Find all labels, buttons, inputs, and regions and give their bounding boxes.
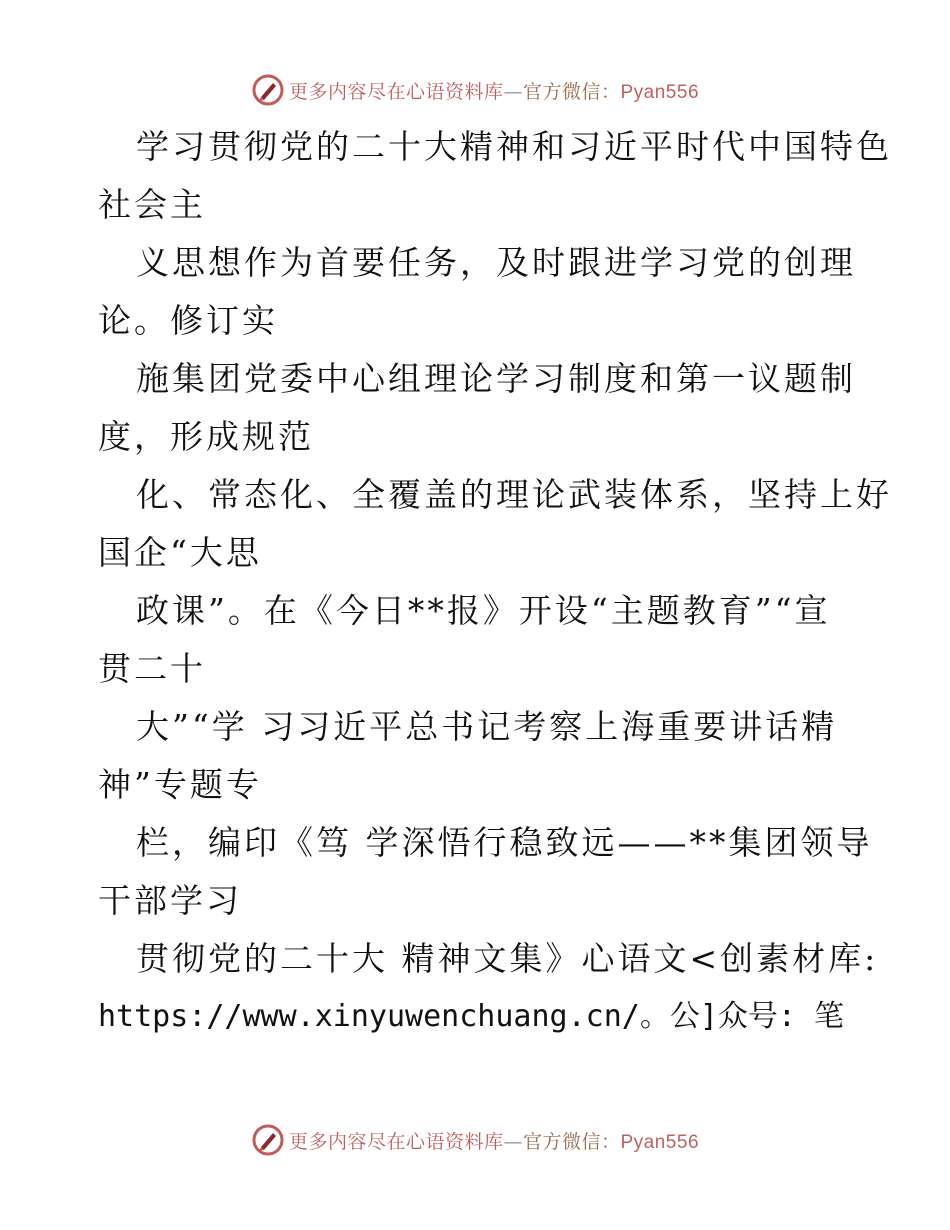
document-body: [98, 118, 892, 1046]
banner-official-label: 官方微信：: [522, 1130, 621, 1153]
pen-circle-logo-icon: [251, 1123, 285, 1157]
banner-official-label: 官方微信：: [522, 80, 621, 103]
banner-dash: —: [503, 1130, 523, 1153]
header-banner: [0, 70, 950, 110]
body-line: 学习贯彻党的二十大精神和习近平时代中国特色: [136, 127, 892, 166]
footer-banner: [0, 1120, 950, 1160]
body-line: 义思想作为首要任务，及时跟进学习党的创理: [136, 243, 856, 282]
banner-wechat-id: Pyan556: [620, 81, 700, 103]
body-line: 化、常态化、全覆盖的理论武装体系，坚持上好: [136, 475, 892, 514]
banner-main-text: 更多内容尽在心语资料库: [288, 1130, 504, 1153]
body-line: 度，形成规范: [98, 417, 314, 456]
body-line: 大”“学 习习近平总书记考察上海重要讲话精: [136, 707, 838, 746]
body-line: 神”专题专: [98, 765, 262, 804]
body-line: 贯二十: [98, 649, 206, 688]
body-line: 干部学习: [98, 881, 242, 920]
body-line: 国企“大思: [98, 533, 262, 572]
body-line: 社会主: [98, 185, 206, 224]
banner-wechat-id: Pyan556: [620, 1131, 700, 1153]
banner-dash: —: [503, 80, 523, 103]
pen-circle-logo-icon: [251, 73, 285, 107]
body-line: 贯彻党的二十大 精神文集》心语文<创素材库:: [136, 939, 879, 978]
body-line: 政课”。在《今日**报》开设“主题教育”“宣: [136, 591, 831, 630]
body-line: 施集团党委中心组理论学习制度和第一议题制: [136, 359, 856, 398]
body-line: 论。修订实: [98, 301, 278, 340]
body-line: 栏，编印《笃 学深悟行稳致远——**集团领导: [136, 823, 873, 862]
header-banner-text: [289, 77, 699, 104]
body-line-url: https://www.xinyuwenchuang.cn/。公]众号: 笔: [98, 999, 845, 1034]
footer-banner-text: [289, 1127, 699, 1154]
banner-main-text: 更多内容尽在心语资料库: [288, 80, 504, 103]
